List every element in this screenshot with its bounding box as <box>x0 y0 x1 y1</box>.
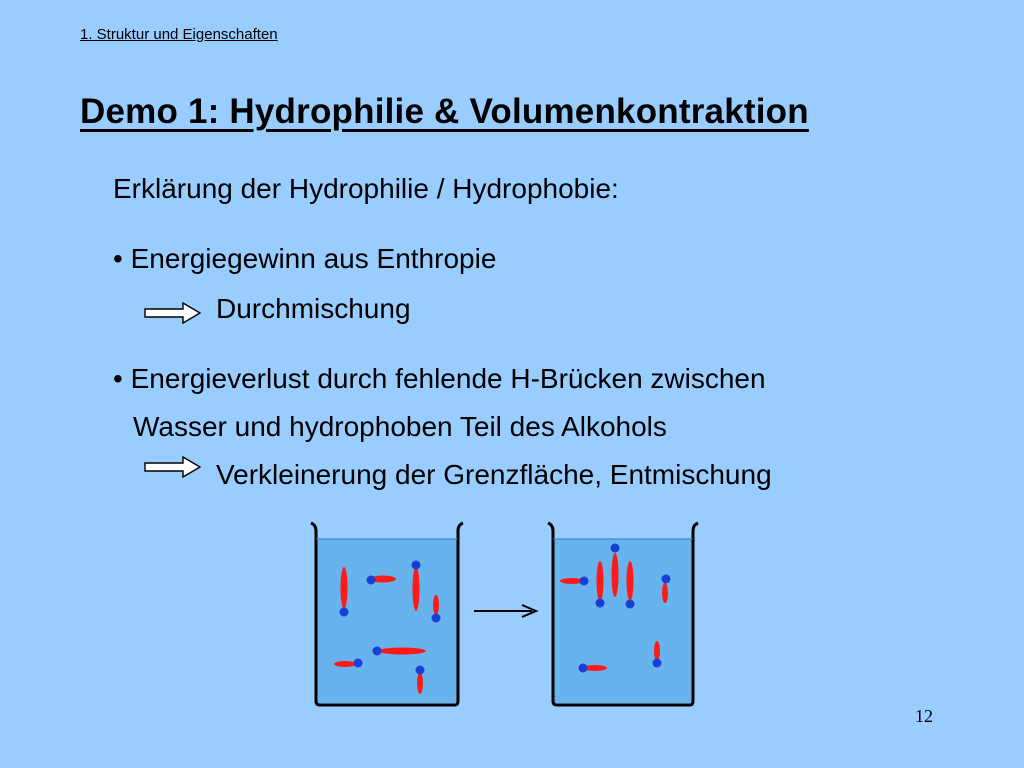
page-number: 12 <box>915 706 933 726</box>
subtitle: Erklärung der Hydrophilie / Hydrophobie: <box>113 173 619 204</box>
beaker-mixed <box>311 523 463 705</box>
bullet-point-2-result: Verkleinerung der Grenzfläche, Entmischung <box>216 459 772 490</box>
slide-title: Demo 1: Hydrophilie & Volumenkontraktion <box>80 92 809 131</box>
hollow-right-arrow-icon <box>144 301 202 325</box>
bullet-point-2: • Energieverlust durch fehlende H-Brücken zwischen <box>113 363 766 394</box>
bullet-point-1: • Energiegewinn aus Enthropie <box>113 243 497 274</box>
beaker-separated <box>548 523 698 705</box>
hollow-right-arrow-icon <box>144 455 202 479</box>
section-label: 1. Struktur und Eigenschaften <box>80 26 278 43</box>
bullet-point-2-continuation: Wasser und hydrophoben Teil des Alkohols <box>133 411 667 442</box>
beaker-diagram <box>300 515 710 715</box>
right-arrow-icon <box>474 605 536 617</box>
bullet-point-1-result: Durchmischung <box>216 293 411 324</box>
